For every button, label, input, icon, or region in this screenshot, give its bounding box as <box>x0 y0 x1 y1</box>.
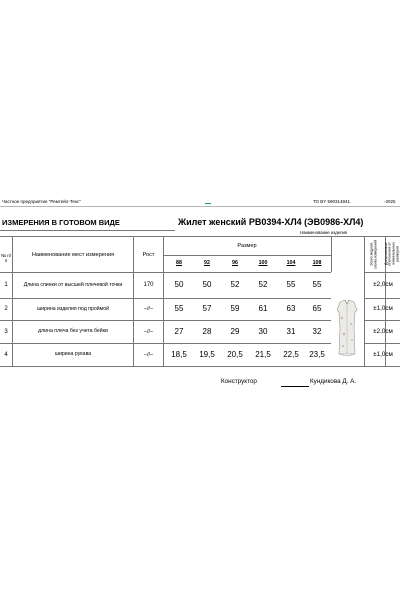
measurement-value: 23,5 <box>309 349 325 359</box>
measurement-value: 22,5 <box>283 349 299 359</box>
measurement-value: 55 <box>286 280 296 290</box>
measurement-value: 50 <box>174 280 184 290</box>
tolerance-value: ±2,0см <box>373 281 393 289</box>
row-number: 2 <box>4 306 8 313</box>
row-number: 3 <box>4 328 8 335</box>
divider <box>0 230 175 231</box>
measurement-value: 55 <box>312 280 322 290</box>
company-name: Частное предприятие "Ремтейл-Текс" <box>2 199 81 204</box>
height-value: –//– <box>143 306 154 313</box>
measurement-value: 65 <box>312 304 322 314</box>
col-number-header: № п/п <box>1 252 11 263</box>
col-size-header: Размер <box>237 242 257 249</box>
size-108-header: 108 <box>312 259 322 266</box>
col-name-header: Наименование мест измерения <box>31 251 115 258</box>
measurement-value: 20,5 <box>227 349 243 359</box>
height-value: –//– <box>143 328 154 335</box>
size-104-header: 104 <box>286 259 296 266</box>
measurement-value: 19,5 <box>199 349 215 359</box>
divider <box>331 236 332 272</box>
tolerance-value: ±1,0см <box>373 305 393 313</box>
measurement-value: 50 <box>202 280 212 290</box>
measurement-name: ширина рукава <box>54 351 92 358</box>
garment-sketch-image <box>332 298 362 358</box>
measurement-value: 28 <box>202 326 212 336</box>
standard-number: ТО BY 590314841. <box>313 199 352 204</box>
col-height-header: Рост <box>142 251 155 258</box>
size-96-header: 96 <box>232 259 238 266</box>
tolerance-value: ±1,0см <box>373 350 393 358</box>
col-image-header: Эскиз модели, схема измерений <box>369 239 378 269</box>
measurement-value: 59 <box>230 304 240 314</box>
measurement-value: 30 <box>258 326 268 336</box>
height-value: 170 <box>143 282 154 289</box>
measurement-value: 31 <box>286 326 296 336</box>
measurement-value: 32 <box>312 326 322 336</box>
measurement-value: 55 <box>174 304 184 314</box>
measurement-value: 61 <box>258 304 268 314</box>
divider <box>0 206 400 207</box>
measurement-value: 29 <box>230 326 240 336</box>
row-number: 1 <box>4 282 8 289</box>
col-tolerance-header: Допускаемые отклонения от номинальных размеров <box>383 242 400 266</box>
measurement-value: 27 <box>174 326 184 336</box>
measurement-value: 52 <box>258 280 268 290</box>
year-label: -2025 <box>384 199 396 204</box>
size-92-header: 92 <box>204 259 210 266</box>
designer-role-label: Конструктор <box>221 378 257 385</box>
divider <box>0 366 400 367</box>
row-number: 4 <box>4 351 8 358</box>
height-value: –//– <box>143 351 154 358</box>
measurement-value: 63 <box>286 304 296 314</box>
size-88-header: 88 <box>176 259 182 266</box>
size-100-header: 100 <box>258 259 268 266</box>
cell-selection-marker <box>205 203 211 204</box>
designer-name: Кундикова Д. А. <box>310 378 357 385</box>
measurement-value: 52 <box>230 280 240 290</box>
signature-line <box>281 386 309 387</box>
measurements-title: ИЗМЕРЕНИЯ В ГОТОВОМ ВИДЕ <box>2 218 120 227</box>
measurement-value: 21,5 <box>255 349 271 359</box>
measurement-value: 18,5 <box>171 349 187 359</box>
tolerance-value: ±2,0см <box>373 327 393 335</box>
measurement-name: длина плеча без учета бейки <box>38 328 108 335</box>
divider <box>0 236 400 237</box>
measurement-name: ширина изделия под проймой <box>37 305 109 312</box>
product-subtitle: Наименование изделия <box>300 230 348 235</box>
measurement-name: Длина спинки от высшей плечевой точки <box>23 281 123 288</box>
product-title: Жилет женский РВ0394-ХЛ4 (ЭВ0986-ХЛ4) <box>178 217 364 227</box>
measurement-value: 57 <box>202 304 212 314</box>
